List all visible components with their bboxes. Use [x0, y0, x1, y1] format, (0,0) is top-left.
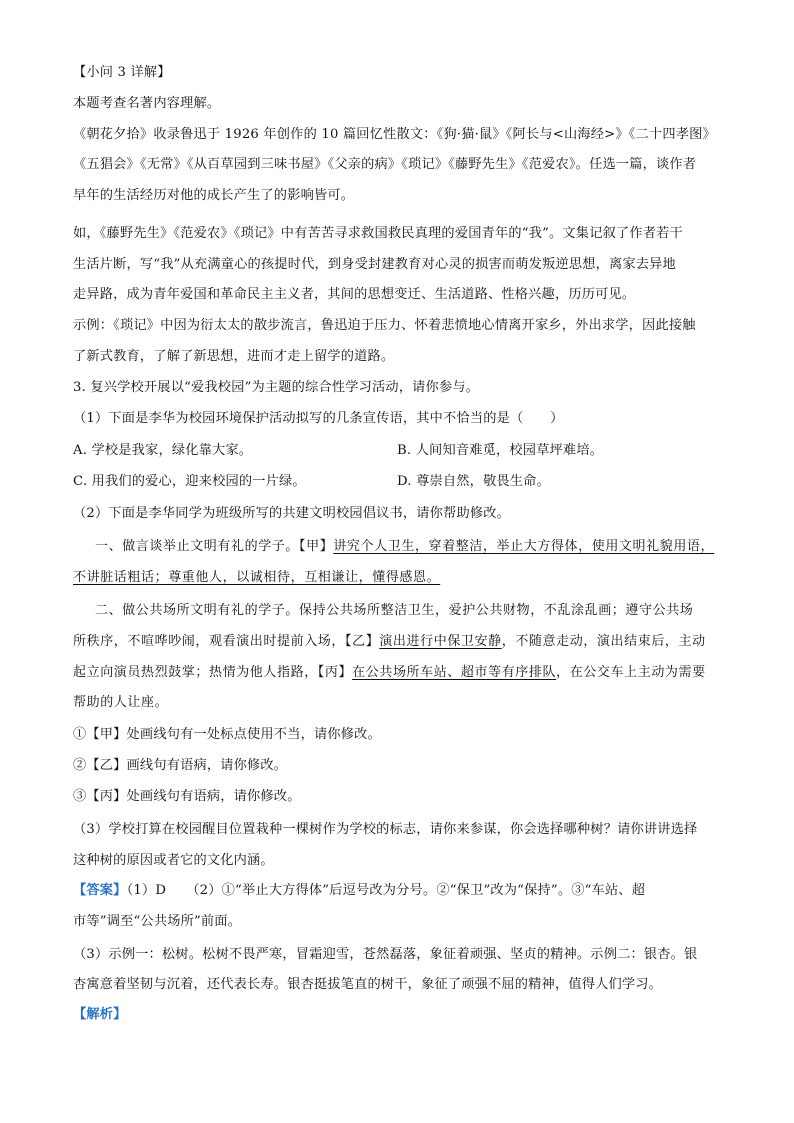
proposal-line [73, 664, 706, 682]
sub-question: ③【丙】处画线句有语病，请你修改。 [73, 789, 301, 804]
sub-question: ②【乙】画线句有语病，请你修改。 [73, 758, 288, 773]
analysis-line [73, 1006, 127, 1024]
underlined-sentence-jia: 讲究个人卫生，穿着整洁，举止大方得体，使用文明礼貌用语， [333, 539, 715, 554]
answer-text: （1）D （2）①“举止大方得体”后逗号改为分号。②“保卫”改为“保持”。③“车站、超 [126, 883, 646, 898]
underlined-sentence-yi: 演出进行中保卫安静 [379, 634, 502, 649]
option-d: D. 尊崇自然，敬畏生命。 [397, 474, 550, 489]
option-b: B. 人间知音难觅，校园草坪难培。 [397, 443, 604, 458]
question-stem: 3. 复兴学校开展以“爱我校园”为主题的综合性学习活动，请你参与。 [73, 380, 480, 395]
proposal-text: 所秩序，不喧哗吵闹，观看演出时提前入场，【乙】 [73, 634, 380, 649]
answer-line [73, 882, 645, 900]
underlined-sentence-bing: 在公共场所车站、超市等有序排队 [352, 665, 557, 680]
proposal-text: 一、做言谈举止文明有礼的学子。【甲】 [95, 539, 334, 554]
proposal-text: ，不随意走动，演出结束后，主动 [501, 634, 706, 649]
paragraph-line: 如，《藤野先生》《范爱农》《琐记》中有苦苦寻求救国救民真理的爱国青年的“我”。文集记叙了作者若干 [73, 226, 683, 241]
question-line: （1）下面是李华为校园环境保护活动拟写的几条宣传语，其中不恰当的是（ ） [73, 411, 564, 426]
question-line: （3）学校打算在校园醒目位置栽种一棵树作为学校的标志，请你来参谋，你会选择哪种树？请你讲讲选择 [73, 822, 698, 837]
proposal-line [95, 538, 714, 556]
question-line: 这种树的原因或者它的文化内涵。 [73, 853, 274, 868]
paragraph-line: 走异路，成为青年爱国和革命民主主义者，其间的思想变迁、生活道路、性格兴趣，历历可见。 [73, 287, 636, 302]
paragraph-line: 早年的生活经历对他的成长产生了的影响皆可。 [73, 188, 355, 203]
underlined-sentence-jia: 不讲脏话粗话；尊重他人，以诚相待，互相谦让，懂得感恩。 [73, 570, 441, 585]
paragraph-line: 了新式教育，了解了新思想，进而才走上留学的道路。 [73, 349, 395, 364]
answer-line: 杏寓意着坚韧与沉着，还代表长寿。银杏挺拔笔直的树干，象征了顽强不屈的精神，值得人们学习。 [73, 977, 663, 992]
question-line: （2）下面是李华同学为班级所写的共建文明校园倡议书，请你帮助修改。 [73, 506, 510, 521]
section-heading: 【小问 3 详解】 [73, 65, 171, 80]
sub-question: ①【甲】处画线句有一处标点使用不当，请你修改。 [73, 727, 381, 742]
option-c: C. 用我们的爱心，迎来校园的一片绿。 [73, 474, 306, 489]
proposal-line: 帮助的人让座。 [73, 695, 169, 710]
paragraph-line: 生活片断，写“我”从充满童心的孩提时代，到身受封建教育对心灵的损害而萌发叛逆思想，离家去异地 [73, 257, 676, 272]
proposal-line: 二、做公共场所文明有礼的学子。保持公共场所整洁卫生，爱护公共财物，不乱涂乱画；遵守公共场 [95, 603, 694, 618]
option-a: A. 学校是我家，绿化靠大家。 [73, 443, 253, 458]
paragraph-line: 《朝花夕拾》收录鲁迅于 1926 年创作的 10 篇回忆性散文：《狗·猫·鼠》《阿长与<山海经>》《二十四孝图》 [73, 127, 716, 142]
proposal-text: 起立向演员热烈鼓掌；热情为他人指路，【丙】 [73, 665, 353, 680]
proposal-text: ，在公交车上主动为需要 [556, 665, 706, 680]
answer-label: 【答案】 [73, 883, 127, 898]
analysis-label: 【解析】 [73, 1007, 127, 1022]
proposal-line [73, 633, 706, 651]
paragraph-line: 本题考查名著内容理解。 [73, 96, 221, 111]
paragraph-line: 示例：《琐记》中因为衍太太的散步流言，鲁迅迫于压力、怀着悲愤地心情离开家乡，外出求学，因此接触 [73, 318, 696, 333]
answer-line: （3）示例一：松树。松树不畏严寒，冒霜迎雪，苍然磊落，象征着顽强、坚贞的精神。示例二：银杏。银 [73, 947, 698, 962]
paragraph-line: 《五猖会》《无常》《从百草园到三味书屋》《父亲的病》《琐记》《藤野先生》《范爱农》。任选一篇，谈作者 [73, 157, 697, 172]
proposal-line [73, 569, 440, 587]
answer-line: 市等”调至“公共场所”前面。 [73, 914, 242, 929]
